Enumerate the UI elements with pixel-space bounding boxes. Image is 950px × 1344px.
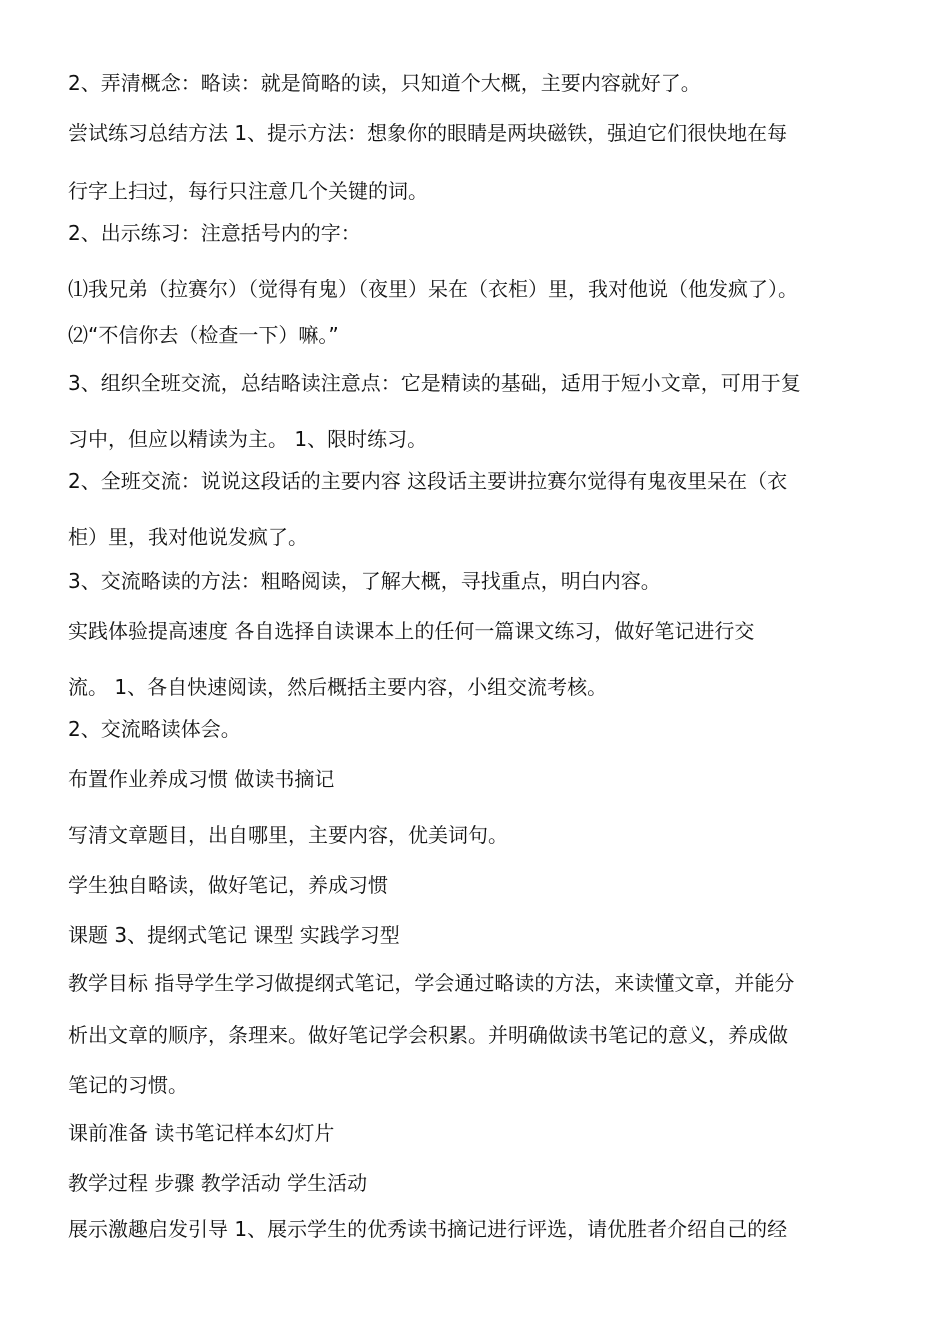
text-line: 尝试练习总结方法 1、提示方法：想象你的眼睛是两块磁铁，强迫它们很快地在每 (68, 121, 788, 145)
text-line: 柜）里，我对他说发疯了。 (68, 525, 308, 549)
text-line: 布置作业养成习惯 做读书摘记 (68, 767, 335, 791)
text-line: 展示激趣启发引导 1、展示学生的优秀读书摘记进行评选，请优胜者介绍自己的经 (68, 1217, 788, 1241)
text-line: 教学目标 指导学生学习做提纲式笔记，学会通过略读的方法，来读懂文章，并能分 (68, 971, 795, 995)
text-line: 析出文章的顺序，条理来。做好笔记学会积累。并明确做读书笔记的意义，养成做 (68, 1023, 788, 1047)
text-line: ⑴我兄弟（拉赛尔）（觉得有鬼）（夜里）呆在（衣柜）里，我对他说（他发疯了）。 (68, 277, 798, 301)
text-line: 2、全班交流：说说这段话的主要内容 这段话主要讲拉赛尔觉得有鬼夜里呆在（衣 (68, 469, 788, 493)
text-line: 2、弄清概念：略读：就是简略的读，只知道个大概，主要内容就好了。 (68, 71, 701, 95)
text-line: 习中，但应以精读为主。 1、限时练习。 (68, 427, 428, 451)
text-line: 学生独自略读，做好笔记，养成习惯 (68, 873, 388, 897)
text-line: 课题 3、提纲式笔记 课型 实践学习型 (68, 923, 400, 947)
text-line: 3、交流略读的方法：粗略阅读，了解大概，寻找重点，明白内容。 (68, 569, 661, 593)
text-line: 行字上扫过，每行只注意几个关键的词。 (68, 179, 428, 203)
text-line: 3、组织全班交流，总结略读注意点：它是精读的基础，适用于短小文章，可用于复 (68, 371, 801, 395)
text-line: 实践体验提高速度 各自选择自读课本上的任何一篇课文练习，做好笔记进行交 (68, 619, 755, 643)
text-line: 流。 1、各自快速阅读，然后概括主要内容，小组交流考核。 (68, 675, 608, 699)
text-line: 课前准备 读书笔记样本幻灯片 (68, 1121, 335, 1145)
text-line: 2、出示练习：注意括号内的字： (68, 221, 361, 245)
text-line: 写清文章题目，出自哪里，主要内容，优美词句。 (68, 823, 508, 847)
text-line: 教学过程 步骤 教学活动 学生活动 (68, 1171, 368, 1195)
text-line: 笔记的习惯。 (68, 1073, 188, 1097)
text-line: ⑵“不信你去（检查一下）嘛。” (68, 323, 339, 347)
text-line: 2、交流略读体会。 (68, 717, 241, 741)
